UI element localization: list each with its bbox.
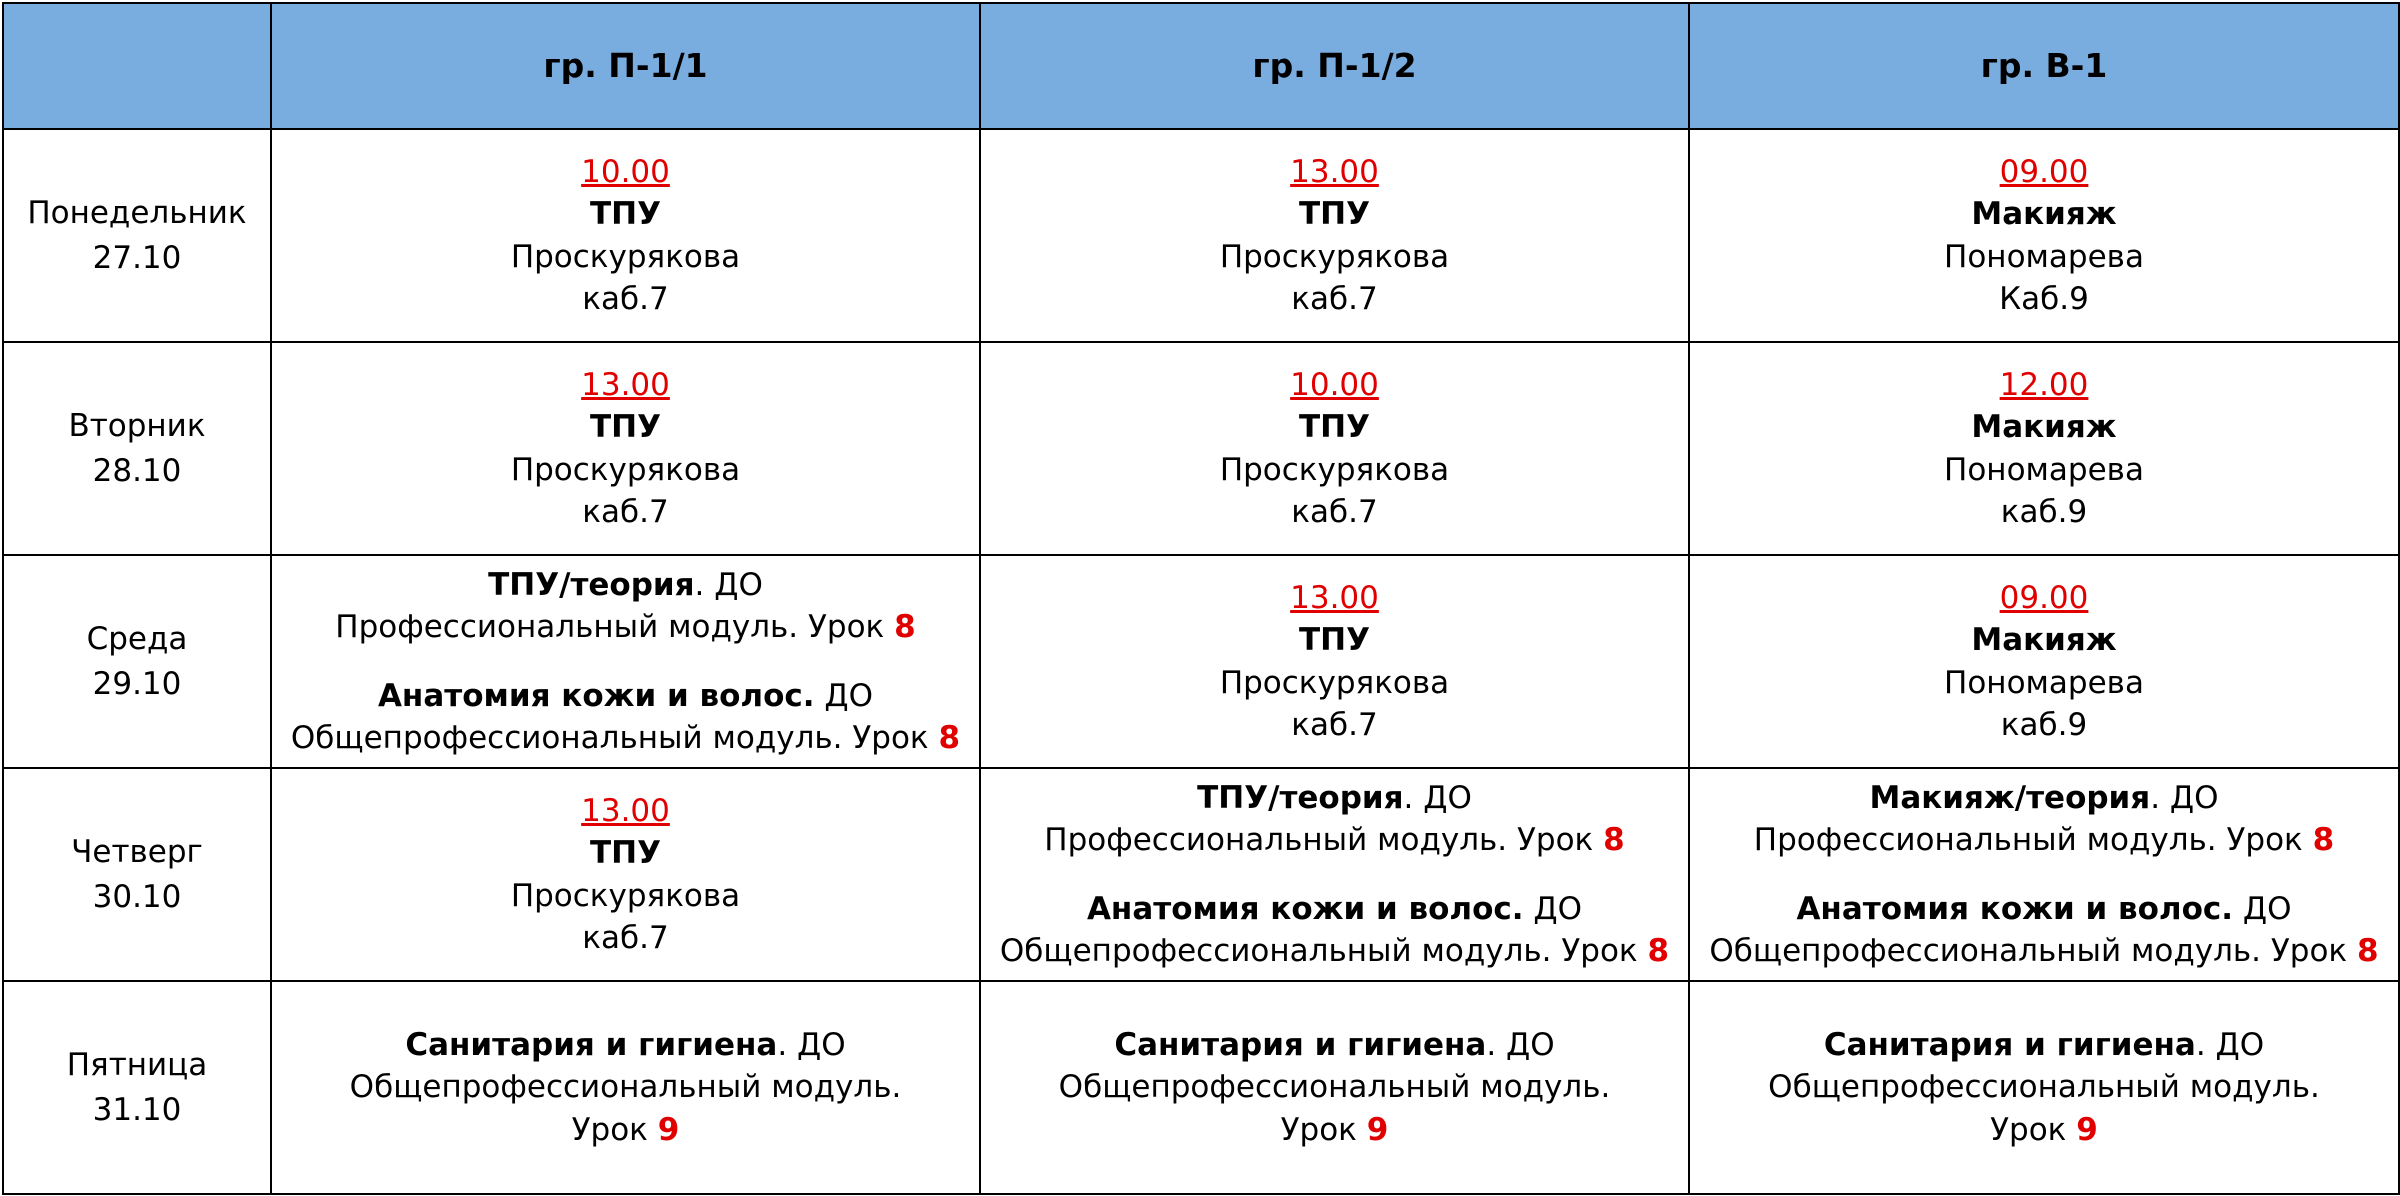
remote-module-line xyxy=(987,930,1682,972)
remote-module-line xyxy=(1696,819,2392,861)
lesson-room: каб.7 xyxy=(1291,493,1378,530)
lesson-cell xyxy=(980,555,1689,768)
remote-title-line xyxy=(278,564,973,606)
lesson-cell xyxy=(980,129,1689,342)
lesson-cell xyxy=(1689,981,2399,1194)
lesson-cell xyxy=(980,981,1689,1194)
remote-mode: . ДО xyxy=(694,567,763,604)
lesson-number: 8 xyxy=(2312,822,2335,859)
lesson-subject: Макияж xyxy=(1971,196,2117,233)
lesson-time: 12.00 xyxy=(1999,367,2089,404)
lesson-cell xyxy=(1689,129,2399,342)
group-header: гр. П-1/1 xyxy=(271,3,980,129)
remote-title: ТПУ/теория xyxy=(1197,780,1404,817)
spacer xyxy=(987,862,1682,888)
remote-module-line xyxy=(278,606,973,648)
lesson-cell xyxy=(271,981,980,1194)
header-row xyxy=(3,3,2399,129)
lesson-time: 13.00 xyxy=(581,367,670,404)
day-date: 27.10 xyxy=(92,239,182,276)
remote-mode: ДО xyxy=(1523,890,1583,927)
group-header: гр. П-1/2 xyxy=(980,3,1689,129)
remote-module: Общепрофессиональный модуль. Урок xyxy=(290,719,929,756)
remote-module-line xyxy=(1696,930,2392,972)
remote-mode: . ДО xyxy=(2150,780,2219,817)
lesson-teacher: Проскурякова xyxy=(510,238,741,275)
lesson-time: 10.00 xyxy=(1290,367,1379,404)
remote-title-line xyxy=(987,777,1682,819)
remote-module: Общепрофессиональный модуль. Урок xyxy=(999,932,1638,969)
remote-module: Профессиональный модуль. Урок xyxy=(1753,822,2303,859)
remote-title-line xyxy=(987,1024,1682,1066)
lesson-number: 9 xyxy=(1366,1111,1389,1148)
lesson-room: каб.7 xyxy=(582,493,669,530)
day-date: 29.10 xyxy=(92,665,182,702)
remote-title-line xyxy=(1696,888,2392,930)
lesson-subject: ТПУ xyxy=(1299,196,1370,233)
remote-mode: . ДО xyxy=(1486,1027,1555,1064)
lesson-teacher: Проскурякова xyxy=(510,451,741,488)
lesson-teacher: Пономарева xyxy=(1944,238,2144,275)
remote-module: Профессиональный модуль. Урок xyxy=(1044,822,1594,859)
remote-title: Анатомия кожи и волос. xyxy=(1086,890,1524,927)
remote-title-line xyxy=(278,675,973,717)
lesson-cell xyxy=(271,129,980,342)
lesson-teacher: Проскурякова xyxy=(1219,451,1450,488)
lesson-cell xyxy=(980,342,1689,555)
day-cell xyxy=(3,129,271,342)
remote-module: Общепрофессиональный модуль. Урок xyxy=(1709,932,2348,969)
day-cell xyxy=(3,768,271,981)
schedule-table xyxy=(2,2,2400,1195)
lesson-time: 09.00 xyxy=(1999,154,2089,191)
lesson-room: Каб.9 xyxy=(1999,280,2089,317)
schedule-row xyxy=(3,981,2399,1194)
day-name: Четверг xyxy=(71,833,203,870)
lesson-teacher: Проскурякова xyxy=(1219,664,1450,701)
remote-title: Макияж/теория xyxy=(1869,780,2151,817)
lesson-subject: ТПУ xyxy=(590,196,661,233)
header-corner xyxy=(3,3,271,129)
lesson-time: 13.00 xyxy=(1290,154,1379,191)
lesson-number: 8 xyxy=(1647,932,1670,969)
spacer xyxy=(278,649,973,675)
lesson-subject: ТПУ xyxy=(590,835,661,872)
schedule-row xyxy=(3,129,2399,342)
remote-title-line xyxy=(1696,777,2392,819)
schedule-row xyxy=(3,555,2399,768)
day-date: 30.10 xyxy=(92,878,182,915)
lesson-time: 09.00 xyxy=(1999,580,2089,617)
lesson-number: 8 xyxy=(2357,932,2379,969)
lesson-line xyxy=(278,1109,973,1151)
lesson-teacher: Пономарева xyxy=(1944,451,2144,488)
remote-title-line xyxy=(1696,1024,2392,1066)
day-cell xyxy=(3,981,271,1194)
lesson-word: Урок xyxy=(1990,1111,2067,1148)
lesson-subject: Макияж xyxy=(1971,409,2117,446)
lesson-line xyxy=(1696,1109,2392,1151)
day-name: Понедельник xyxy=(27,194,247,231)
lesson-teacher: Пономарева xyxy=(1944,664,2144,701)
lesson-room: каб.9 xyxy=(2000,493,2088,530)
day-date: 31.10 xyxy=(92,1091,182,1128)
lesson-number: 8 xyxy=(1603,822,1625,859)
lesson-time: 10.00 xyxy=(581,154,670,191)
lesson-line xyxy=(987,1109,1682,1151)
schedule-row xyxy=(3,342,2399,555)
lesson-cell xyxy=(980,768,1689,981)
lesson-subject: ТПУ xyxy=(1299,409,1370,446)
lesson-number: 8 xyxy=(938,719,961,756)
remote-title: Анатомия кожи и волос. xyxy=(1796,890,2234,927)
lesson-room: каб.7 xyxy=(1291,706,1378,743)
remote-title-line xyxy=(987,888,1682,930)
lesson-cell xyxy=(271,768,980,981)
lesson-word: Урок xyxy=(1280,1111,1357,1148)
lesson-number: 9 xyxy=(2076,1111,2098,1148)
lesson-word: Урок xyxy=(571,1111,648,1148)
lesson-room: каб.7 xyxy=(582,919,669,956)
lesson-cell xyxy=(1689,342,2399,555)
lesson-time: 13.00 xyxy=(1290,580,1379,617)
day-cell xyxy=(3,342,271,555)
remote-module: Общепрофессиональный модуль. xyxy=(349,1069,902,1106)
day-name: Среда xyxy=(86,620,188,657)
lesson-teacher: Проскурякова xyxy=(510,877,741,914)
lesson-cell xyxy=(1689,555,2399,768)
remote-module: Общепрофессиональный модуль. xyxy=(1058,1069,1611,1106)
day-name: Вторник xyxy=(68,407,206,444)
remote-mode: . ДО xyxy=(1403,780,1472,817)
remote-title: ТПУ/теория xyxy=(488,567,695,604)
remote-title-line xyxy=(278,1024,973,1066)
lesson-number: 8 xyxy=(894,609,916,646)
lesson-cell xyxy=(1689,768,2399,981)
group-header: гр. В-1 xyxy=(1689,3,2399,129)
schedule-body xyxy=(3,129,2399,1194)
lesson-room: каб.7 xyxy=(582,280,669,317)
lesson-room: каб.9 xyxy=(2000,706,2088,743)
lesson-number: 9 xyxy=(657,1111,680,1148)
remote-mode: ДО xyxy=(814,677,874,714)
spacer xyxy=(1696,862,2392,888)
remote-title: Санитария и гигиена xyxy=(405,1027,778,1064)
lesson-time: 13.00 xyxy=(581,793,670,830)
lesson-subject: ТПУ xyxy=(590,409,661,446)
lesson-cell xyxy=(271,342,980,555)
remote-module: Профессиональный модуль. Урок xyxy=(335,609,885,646)
remote-module-line xyxy=(278,717,973,759)
remote-module: Общепрофессиональный модуль. xyxy=(1768,1069,2320,1106)
remote-mode: . ДО xyxy=(2195,1027,2265,1064)
lesson-subject: Макияж xyxy=(1971,622,2117,659)
remote-title: Анатомия кожи и волос. xyxy=(377,677,815,714)
remote-title: Санитария и гигиена xyxy=(1823,1027,2196,1064)
day-cell xyxy=(3,555,271,768)
day-name: Пятница xyxy=(66,1046,208,1083)
remote-title: Санитария и гигиена xyxy=(1114,1027,1487,1064)
lesson-subject: ТПУ xyxy=(1299,622,1370,659)
remote-mode: . ДО xyxy=(777,1027,846,1064)
remote-mode: ДО xyxy=(2233,890,2292,927)
remote-module-line xyxy=(987,819,1682,861)
lesson-cell xyxy=(271,555,980,768)
lesson-room: каб.7 xyxy=(1291,280,1378,317)
schedule-row xyxy=(3,768,2399,981)
lesson-teacher: Проскурякова xyxy=(1219,238,1450,275)
day-date: 28.10 xyxy=(92,452,182,489)
